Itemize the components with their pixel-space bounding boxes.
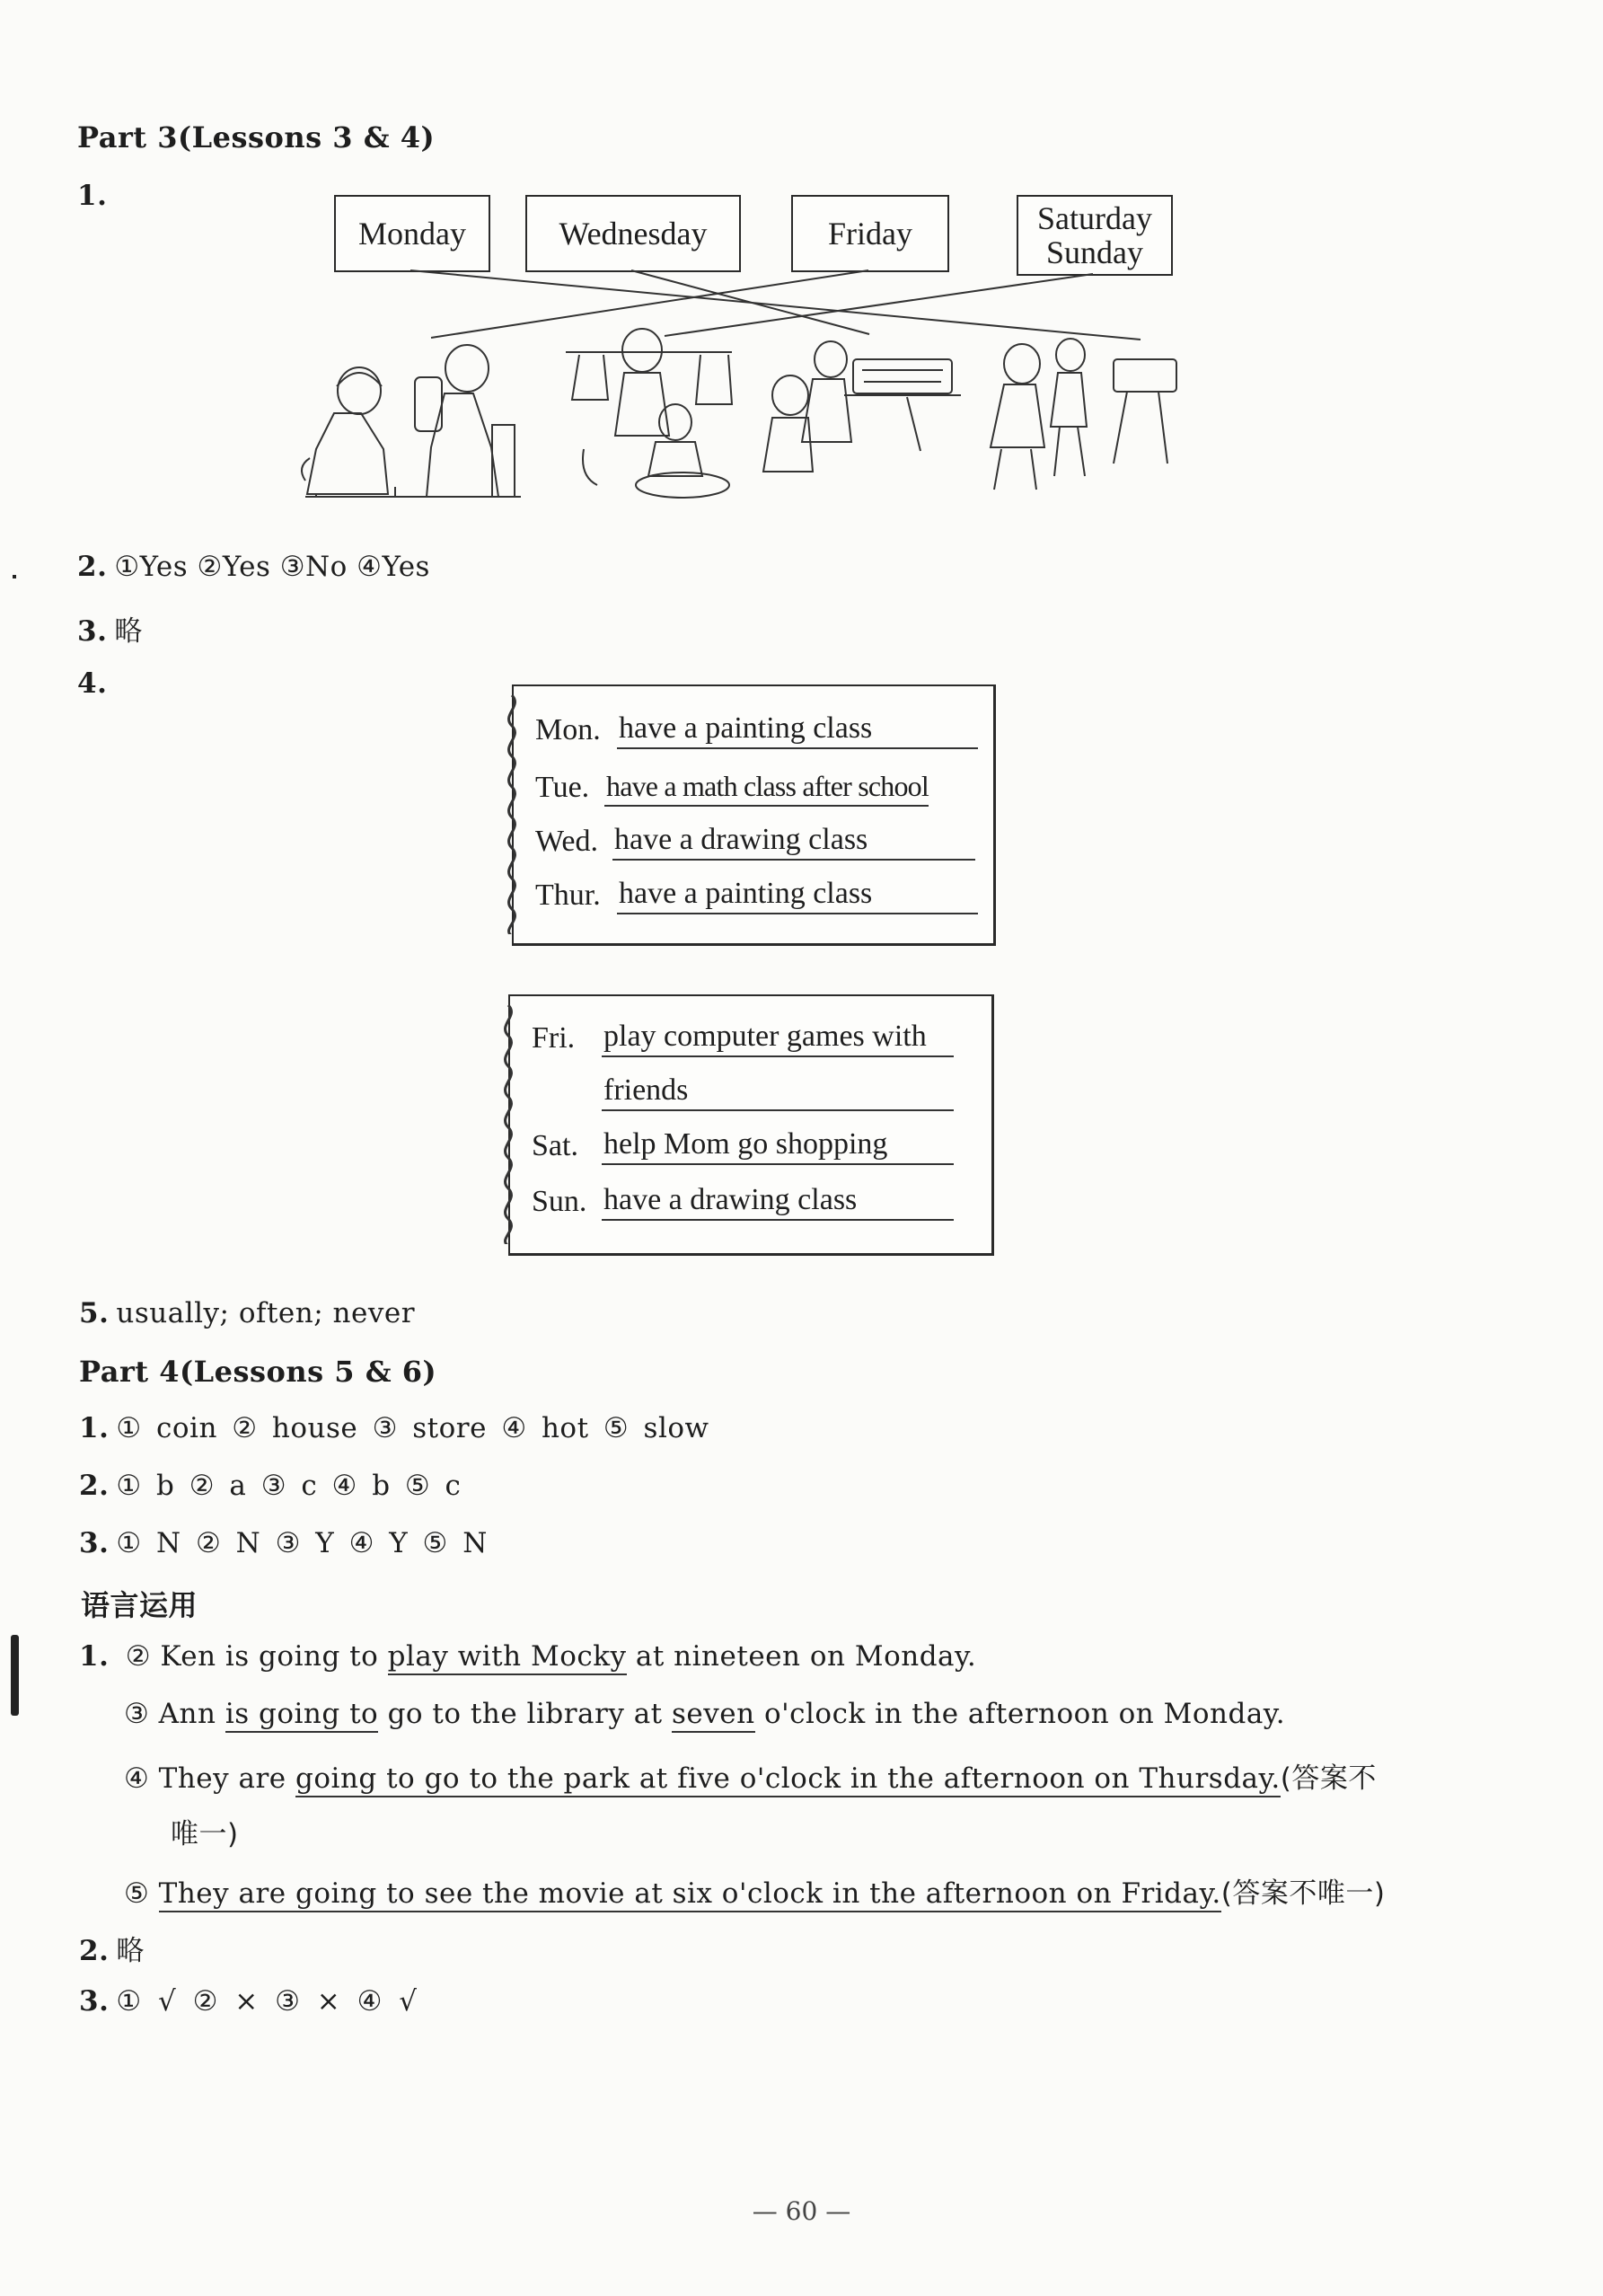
question-number: 2.	[79, 1935, 110, 1967]
underlined-answer: going to go to the park at five o'clock in the afternoon on Thursday.	[295, 1762, 1281, 1797]
usage-q1-s4-note: 唯一)	[171, 1818, 239, 1850]
day-label: Sat.	[532, 1129, 578, 1162]
picture-cleaning-at-home	[302, 345, 521, 497]
answer-text: ① √ ② × ③ × ④ √	[116, 1985, 418, 2018]
day-label: Mon.	[535, 713, 601, 746]
sentence-text: go to the library at	[378, 1698, 672, 1730]
day-label: Sun.	[532, 1185, 587, 1218]
schedule-answer: play computer games with	[602, 1020, 954, 1057]
part3-q2	[77, 551, 430, 583]
underlined-answer: They are going to see the movie at six o'clock in the afternoon on Friday.	[159, 1877, 1221, 1912]
schedule-row-wed	[535, 817, 984, 862]
part4-heading: Part 4(Lessons 5 & 6)	[79, 1355, 437, 1389]
sentence-marker: ②	[125, 1640, 152, 1673]
schedule-row-sun	[532, 1178, 981, 1223]
answer-text: ① N ② N ③ Y ④ Y ⑤ N	[116, 1527, 488, 1559]
answer-text: ①Yes ②Yes ③No ④Yes	[114, 551, 430, 583]
spiral-binding-icon	[498, 1005, 521, 1244]
day-label: Friday	[828, 216, 912, 252]
part4-q1	[79, 1412, 709, 1444]
question-number: 3.	[77, 615, 108, 648]
part4-q2	[79, 1470, 461, 1502]
schedule-answer: have a painting class	[617, 711, 978, 749]
underlined-answer: seven	[672, 1698, 755, 1733]
part4-q3	[79, 1527, 488, 1559]
schedule-row-mon	[535, 706, 984, 751]
question-number: 2.	[79, 1470, 110, 1502]
usage-heading: 语言运用	[81, 1588, 198, 1622]
day-label: Thur.	[535, 879, 601, 912]
scan-mark	[11, 1635, 19, 1716]
match-line	[631, 270, 869, 334]
part3-q3	[77, 608, 143, 649]
schedule-row-sat	[532, 1122, 981, 1167]
page-number: — 60 —	[752, 2196, 851, 2226]
answer-text: ① b ② a ③ c ④ b ⑤ c	[116, 1470, 462, 1502]
schedule-row-fri-cont	[532, 1068, 981, 1113]
answer-note: (答案不唯一)	[1220, 1877, 1386, 1910]
schedule-answer: have a drawing class	[612, 823, 975, 861]
underlined-answer: is going to	[225, 1698, 378, 1733]
sentence-marker: ④	[124, 1762, 150, 1795]
match-line	[410, 270, 1141, 340]
schedule-row-thur	[535, 871, 984, 916]
day-label: Saturday Sunday	[1037, 200, 1152, 270]
match-line	[431, 270, 868, 338]
usage-q2	[79, 1928, 145, 1968]
day-box-monday	[334, 195, 490, 272]
question-number: 3.	[79, 1985, 110, 2018]
sentence-marker: ③	[124, 1698, 150, 1730]
answer-text: usually; often; never	[116, 1297, 416, 1329]
picture-washing-clothes	[566, 329, 732, 498]
underlined-answer: play with Mocky	[388, 1640, 627, 1675]
usage-q1-s5	[124, 1870, 1385, 1911]
schedule-row-fri	[532, 1014, 981, 1059]
question-number: 1.	[79, 1412, 110, 1444]
sentence-text: Ken is going to	[160, 1640, 388, 1673]
answer-text: 略	[114, 615, 143, 648]
usage-q3	[79, 1985, 417, 2018]
sentence-text: at nineteen on Monday.	[626, 1640, 977, 1673]
match-line	[665, 274, 1093, 336]
sentence-marker: ⑤	[124, 1877, 150, 1910]
spiral-binding-icon	[501, 695, 524, 934]
question-number: 3.	[79, 1527, 110, 1559]
day-label: Wed.	[535, 825, 598, 858]
answer-text: ① coin ② house ③ store ④ hot ⑤ slow	[116, 1412, 709, 1444]
scan-mark	[13, 575, 16, 578]
part3-q1-number: 1.	[77, 180, 108, 212]
part3-q4-number: 4.	[77, 667, 108, 700]
answer-text: 略	[116, 1935, 145, 1967]
day-box-weekend	[1017, 195, 1173, 276]
usage-q1-s3	[124, 1698, 1285, 1730]
weekend-schedule-note	[508, 994, 994, 1256]
answer-note: (答案不	[1280, 1762, 1377, 1795]
picture-playing-outdoors	[991, 339, 1176, 490]
usage-q1-s2	[79, 1640, 976, 1673]
sentence-text: Ann	[158, 1698, 225, 1730]
schedule-answer: friends	[602, 1073, 954, 1111]
part3-q5	[79, 1297, 415, 1329]
sentence-text: They are	[158, 1762, 296, 1795]
schedule-row-tue	[535, 764, 984, 808]
day-box-wednesday	[525, 195, 741, 272]
weekday-schedule-note	[512, 684, 996, 946]
day-label: Tue.	[535, 771, 590, 804]
picture-model-railway	[763, 341, 961, 472]
sentence-text: o'clock in the afternoon on Monday.	[754, 1698, 1286, 1730]
schedule-answer: have a math class after school	[604, 770, 929, 807]
part3-heading: Part 3(Lessons 3 & 4)	[77, 120, 436, 155]
day-label: Monday	[358, 216, 466, 252]
day-label: Fri.	[532, 1021, 576, 1055]
day-box-friday	[791, 195, 949, 272]
schedule-answer: have a painting class	[617, 877, 978, 914]
schedule-answer: have a drawing class	[602, 1183, 954, 1221]
schedule-answer: help Mom go shopping	[602, 1127, 954, 1165]
question-number: 2.	[77, 551, 108, 583]
question-number: 5.	[79, 1297, 110, 1329]
day-label: Wednesday	[559, 216, 708, 252]
usage-q1-s4	[124, 1755, 1377, 1796]
question-number: 1.	[79, 1640, 110, 1673]
